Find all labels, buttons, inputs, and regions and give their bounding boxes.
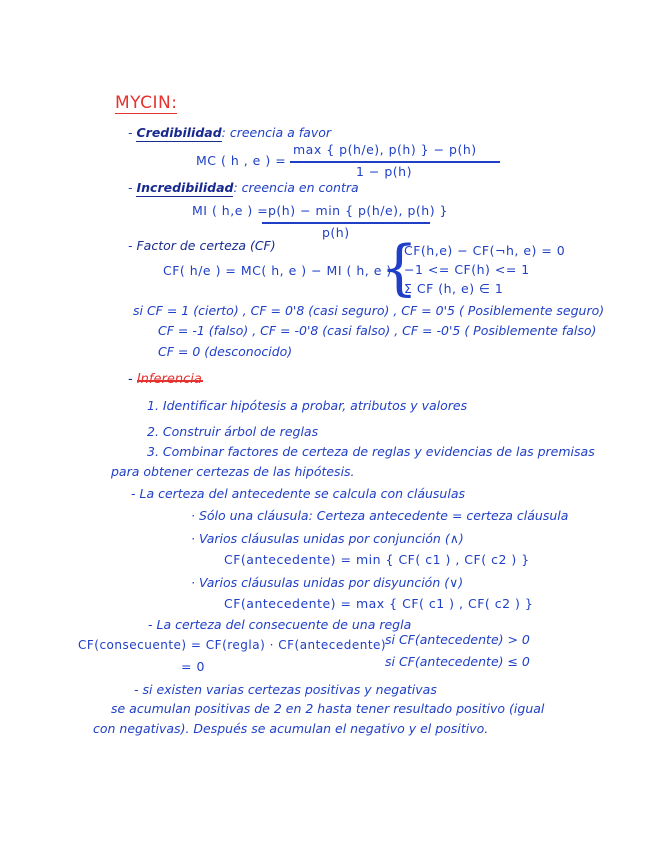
consequent-line: - La certeza del consecuente de una regla [148,617,412,632]
inference-strike [137,380,203,382]
credibility-line: - Credibilidad: creencia a favor [128,125,332,140]
cf-conditions-brace: { [380,233,419,303]
consequent-zero: = 0 [181,659,205,674]
disjunction-line: · Varios cláusulas unidas por disyunción (∨) [191,575,464,590]
cf-condition-3: Σ CF (h, e) ∈ 1 [404,281,504,296]
cf-heading-line: - Factor de certeza (CF) [128,238,276,253]
single-clause-line: · Sólo una cláusula: Certeza antecedente = certeza cláusula [191,508,569,523]
mc-fraction-bar [290,161,500,163]
cf-formula: CF( h/e ) = MC( h, e ) − MI ( h, e ) [163,263,392,278]
mc-denominator: 1 − p(h) [356,164,412,179]
mi-denominator: p(h) [322,225,350,240]
mc-numerator: max { p(h/e), p(h) } − p(h) [293,142,477,157]
cf-condition-2: −1 <= CF(h) <= 1 [404,262,530,277]
consequent-condition-2: si CF(antecedente) ≤ 0 [385,654,530,669]
incredibility-line: - Incredibilidad: creencia en contra [128,180,359,195]
accumulation-line-3: con negativas). Después se acumulan el negativo y el positivo. [93,721,489,736]
inference-step-1: 1. Identificar hipótesis a probar, atributos y valores [147,398,468,413]
page-title: MYCIN: [115,93,178,113]
mi-lhs: MI ( h,e ) = [192,203,269,218]
conjunction-line: · Varios cláusulas unidas por conjunción (∧) [191,531,464,546]
mc-lhs: MC ( h , e ) = [196,153,287,168]
cf-values-3: CF = 0 (desconocido) [158,344,293,359]
antecedent-line: - La certeza del antecedente se calcula con cláusulas [131,486,465,501]
credibility-term: Credibilidad [136,125,222,140]
accumulation-line-1: - si existen varias certezas positivas y negativas [134,682,437,697]
credibility-desc: : creencia a favor [221,125,332,140]
cf-heading: Factor de certeza (CF) [136,238,276,253]
inference-step-3a: 3. Combinar factores de certeza de reglas y evidencias de las premisas [147,444,595,459]
cf-values-2: CF = -1 (falso) , CF = -0'8 (casi falso) , CF = -0'5 ( Posiblemente falso) [158,323,597,338]
disjunction-formula: CF(antecedente) = max { CF( c1 ) , CF( c2 ) } [224,596,534,611]
cf-condition-1: CF(h,e) − CF(¬h, e) = 0 [404,243,566,258]
mi-fraction-bar [262,222,430,224]
conjunction-formula: CF(antecedente) = min { CF( c1 ) , CF( c2 ) } [224,552,530,567]
mi-numerator: p(h) − min { p(h/e), p(h) } [268,203,448,218]
consequent-formula: CF(consecuente) = CF(regla) · CF(antecedente) [78,638,387,652]
inference-step-2: 2. Construir árbol de reglas [147,424,319,439]
cf-values-1: si CF = 1 (cierto) , CF = 0'8 (casi seguro) , CF = 0'5 ( Posiblemente seguro) [133,303,605,318]
inference-heading-line: - [128,373,202,386]
consequent-condition-1: si CF(antecedente) > 0 [385,632,530,647]
incredibility-term: Incredibilidad [136,180,234,195]
accumulation-line-2: se acumulan positivas de 2 en 2 hasta tener resultado positivo (igual [111,701,545,716]
inference-step-3b: para obtener certezas de las hipótesis. [111,464,355,479]
incredibility-desc: : creencia en contra [233,180,359,195]
